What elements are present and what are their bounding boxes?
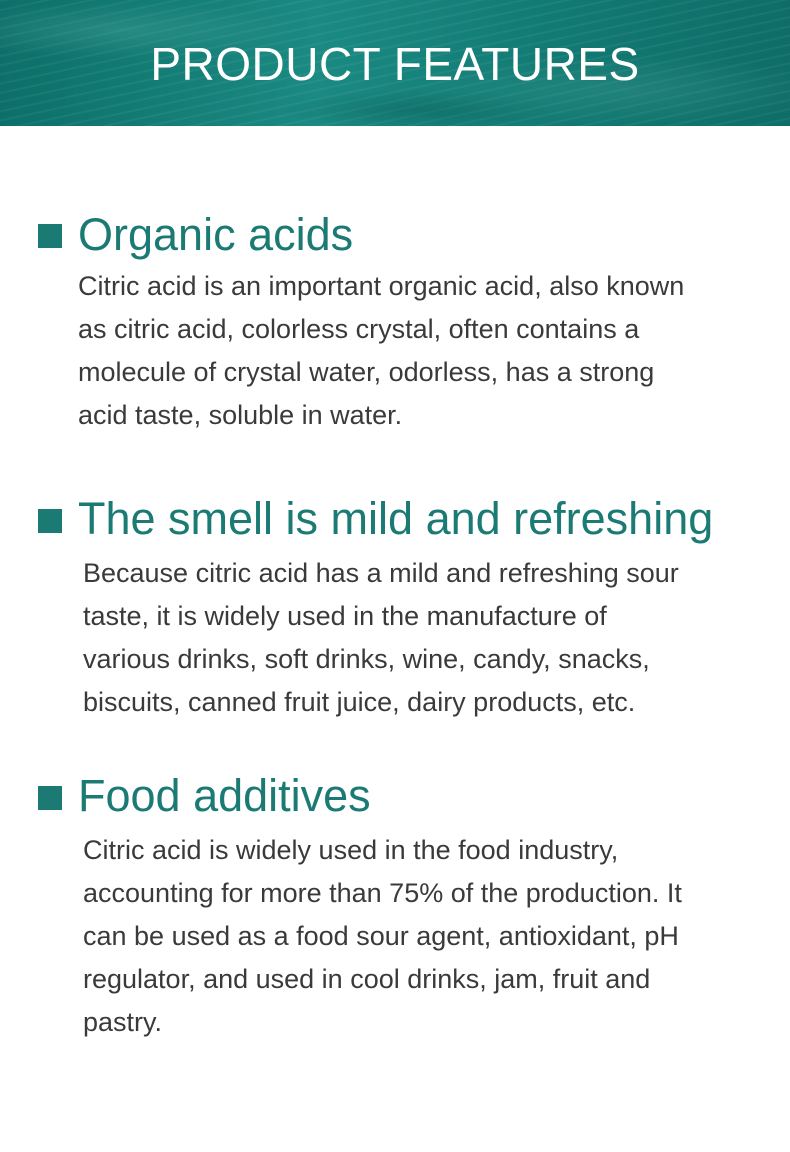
body-line: Because citric acid has a mild and refreshing sour	[83, 558, 679, 588]
feature-section-organic-acids	[0, 207, 790, 447]
section-heading: Food additives	[78, 770, 371, 821]
body-line: can be used as a food sour agent, antioxidant, pH	[83, 921, 679, 951]
square-bullet-icon	[38, 224, 62, 248]
section-body	[78, 265, 684, 437]
square-bullet-icon	[38, 786, 62, 810]
section-heading: The smell is mild and refreshing	[78, 493, 714, 544]
body-line: as citric acid, colorless crystal, often contains a	[78, 314, 640, 344]
body-line: regulator, and used in cool drinks, jam, fruit and	[83, 964, 651, 994]
body-line: biscuits, canned fruit juice, dairy products, etc.	[83, 687, 636, 717]
section-body	[83, 829, 682, 1044]
header-banner	[0, 0, 790, 126]
section-heading: Organic acids	[78, 209, 354, 260]
body-line: Citric acid is widely used in the food industry,	[83, 835, 619, 865]
body-line: accounting for more than 75% of the production. It	[83, 878, 682, 908]
feature-section-smell	[0, 491, 790, 731]
body-line: taste, it is widely used in the manufacture of	[83, 601, 607, 631]
body-line: various drinks, soft drinks, wine, candy, snacks,	[83, 644, 650, 674]
square-bullet-icon	[38, 509, 62, 533]
feature-section-food-additives	[0, 768, 790, 1058]
section-body	[83, 552, 679, 724]
body-line: pastry.	[83, 1007, 163, 1037]
body-line: acid taste, soluble in water.	[78, 400, 403, 430]
body-line: molecule of crystal water, odorless, has a strong	[78, 357, 655, 387]
body-line: Citric acid is an important organic acid, also known	[78, 271, 685, 301]
page-title: PRODUCT FEATURES	[150, 38, 640, 90]
